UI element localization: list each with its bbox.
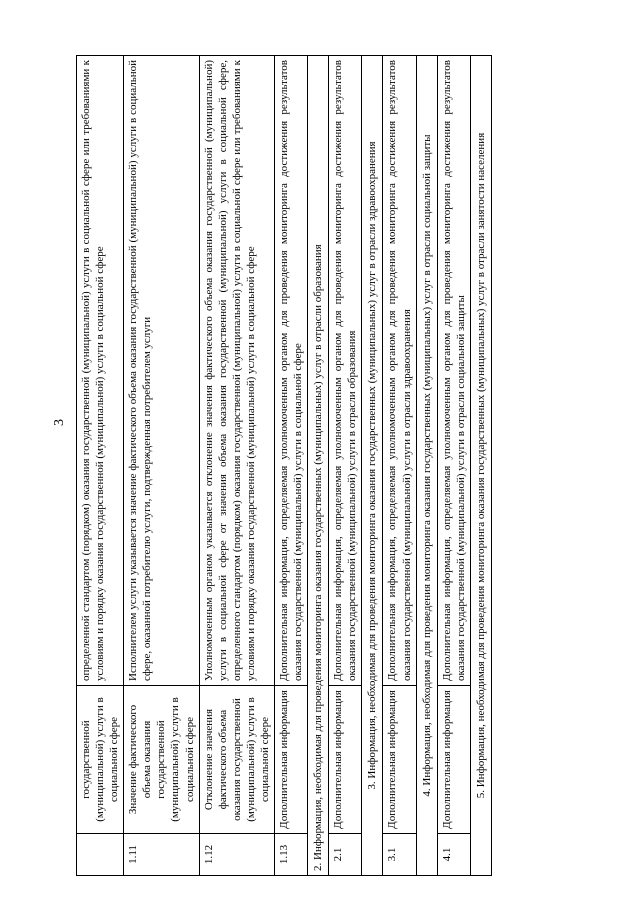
monitoring-info-table (76, 55, 492, 876)
row-name: Дополнительная информация (329, 686, 362, 834)
row-description: Уполномоченным органом указывается отклонение значения фактического объема оказания государственной (муниципальной) услуги в социальной сфере от значения объема оказания государственной (муниципальной) услуги в социальной сфере, определенного стандартом (порядком) оказания государственной (муниципальной) услуги в социальной сфере или требованиями к условиям и порядку оказания государственной (муниципальной) услуги в социальной сфере (199, 56, 274, 686)
table-row (437, 56, 470, 876)
section-title: 2. Информация, необходимая для проведения мониторинга оказания государственных (муниципальных) услуг в отрасли образования (308, 56, 329, 876)
section-title: 5. Информация, необходимая для проведения мониторинга оказания государственных (муниципальных) услуг в отрасли занятости населения (470, 56, 491, 876)
table-row (124, 56, 199, 876)
row-number: 1.13 (275, 834, 308, 876)
section-title: 4. Информация, необходимая для проведения мониторинга оказания государственных (муниципальных) услуг в отрасли социальной защиты (416, 56, 437, 876)
row-description: Дополнительная информация, определяемая уполномоченным органом для проведения мониторинга достижения результатов оказания государственной (муниципальной) услуги в отрасли образования (329, 56, 362, 686)
page-number: 3 (52, 419, 67, 426)
row-description: Дополнительная информация, определяемая уполномоченным органом для проведения мониторинга достижения результатов оказания государственной (муниципальной) услуги в социальной сфере (275, 56, 308, 686)
row-name: Значение фактического объема оказания государственной (муниципальной) услуги в социальной сфере (124, 686, 199, 834)
row-name: Дополнительная информация (437, 686, 470, 834)
section-header-row (308, 56, 329, 876)
section-header-row (362, 56, 383, 876)
row-description: Исполнителем услуги указывается значение фактического объема оказания государственной (муниципальной) услуги в социальной сфере, оказанной потребителю услуги, подтвержденная потребителем услуги (124, 56, 199, 686)
table-row (329, 56, 362, 876)
row-name: Дополнительная информация (383, 686, 416, 834)
row-description: определенной стандартом (порядком) оказания государственной (муниципальной) услуги в социальной сфере или требованиями к условиям и порядку оказания государственной (муниципальной) услуги в социальной сфере (77, 56, 124, 686)
row-name: Дополнительная информация (275, 686, 308, 834)
row-name: Отклонение значения фактического объема оказания государственной (муниципальной) услуги в социальной сфере (199, 686, 274, 834)
row-description: Дополнительная информация, определяемая уполномоченным органом для проведения мониторинга достижения результатов оказания государственной (муниципальной) услуги в отрасли здравоохранения (383, 56, 416, 686)
table-row (199, 56, 274, 876)
rotated-page-content (76, 56, 612, 876)
section-header-row (470, 56, 491, 876)
row-name: государственной (муниципальной) услуги в социальной сфере (77, 686, 124, 834)
table-row (275, 56, 308, 876)
row-number: 2.1 (329, 834, 362, 876)
row-number: 1.12 (199, 834, 274, 876)
row-number (77, 834, 124, 876)
row-number: 1.11 (124, 834, 199, 876)
section-title: 3. Информация, необходимая для проведения мониторинга оказания государственных (муниципальных) услуг в отрасли здравоохранения (362, 56, 383, 876)
row-description: Дополнительная информация, определяемая уполномоченным органом для проведения мониторинга достижения результатов оказания государственной (муниципальной) услуги в отрасли социальной защиты (437, 56, 470, 686)
row-number: 3.1 (383, 834, 416, 876)
section-header-row (416, 56, 437, 876)
table-row (77, 56, 124, 876)
row-number: 4.1 (437, 834, 470, 876)
table-row (383, 56, 416, 876)
